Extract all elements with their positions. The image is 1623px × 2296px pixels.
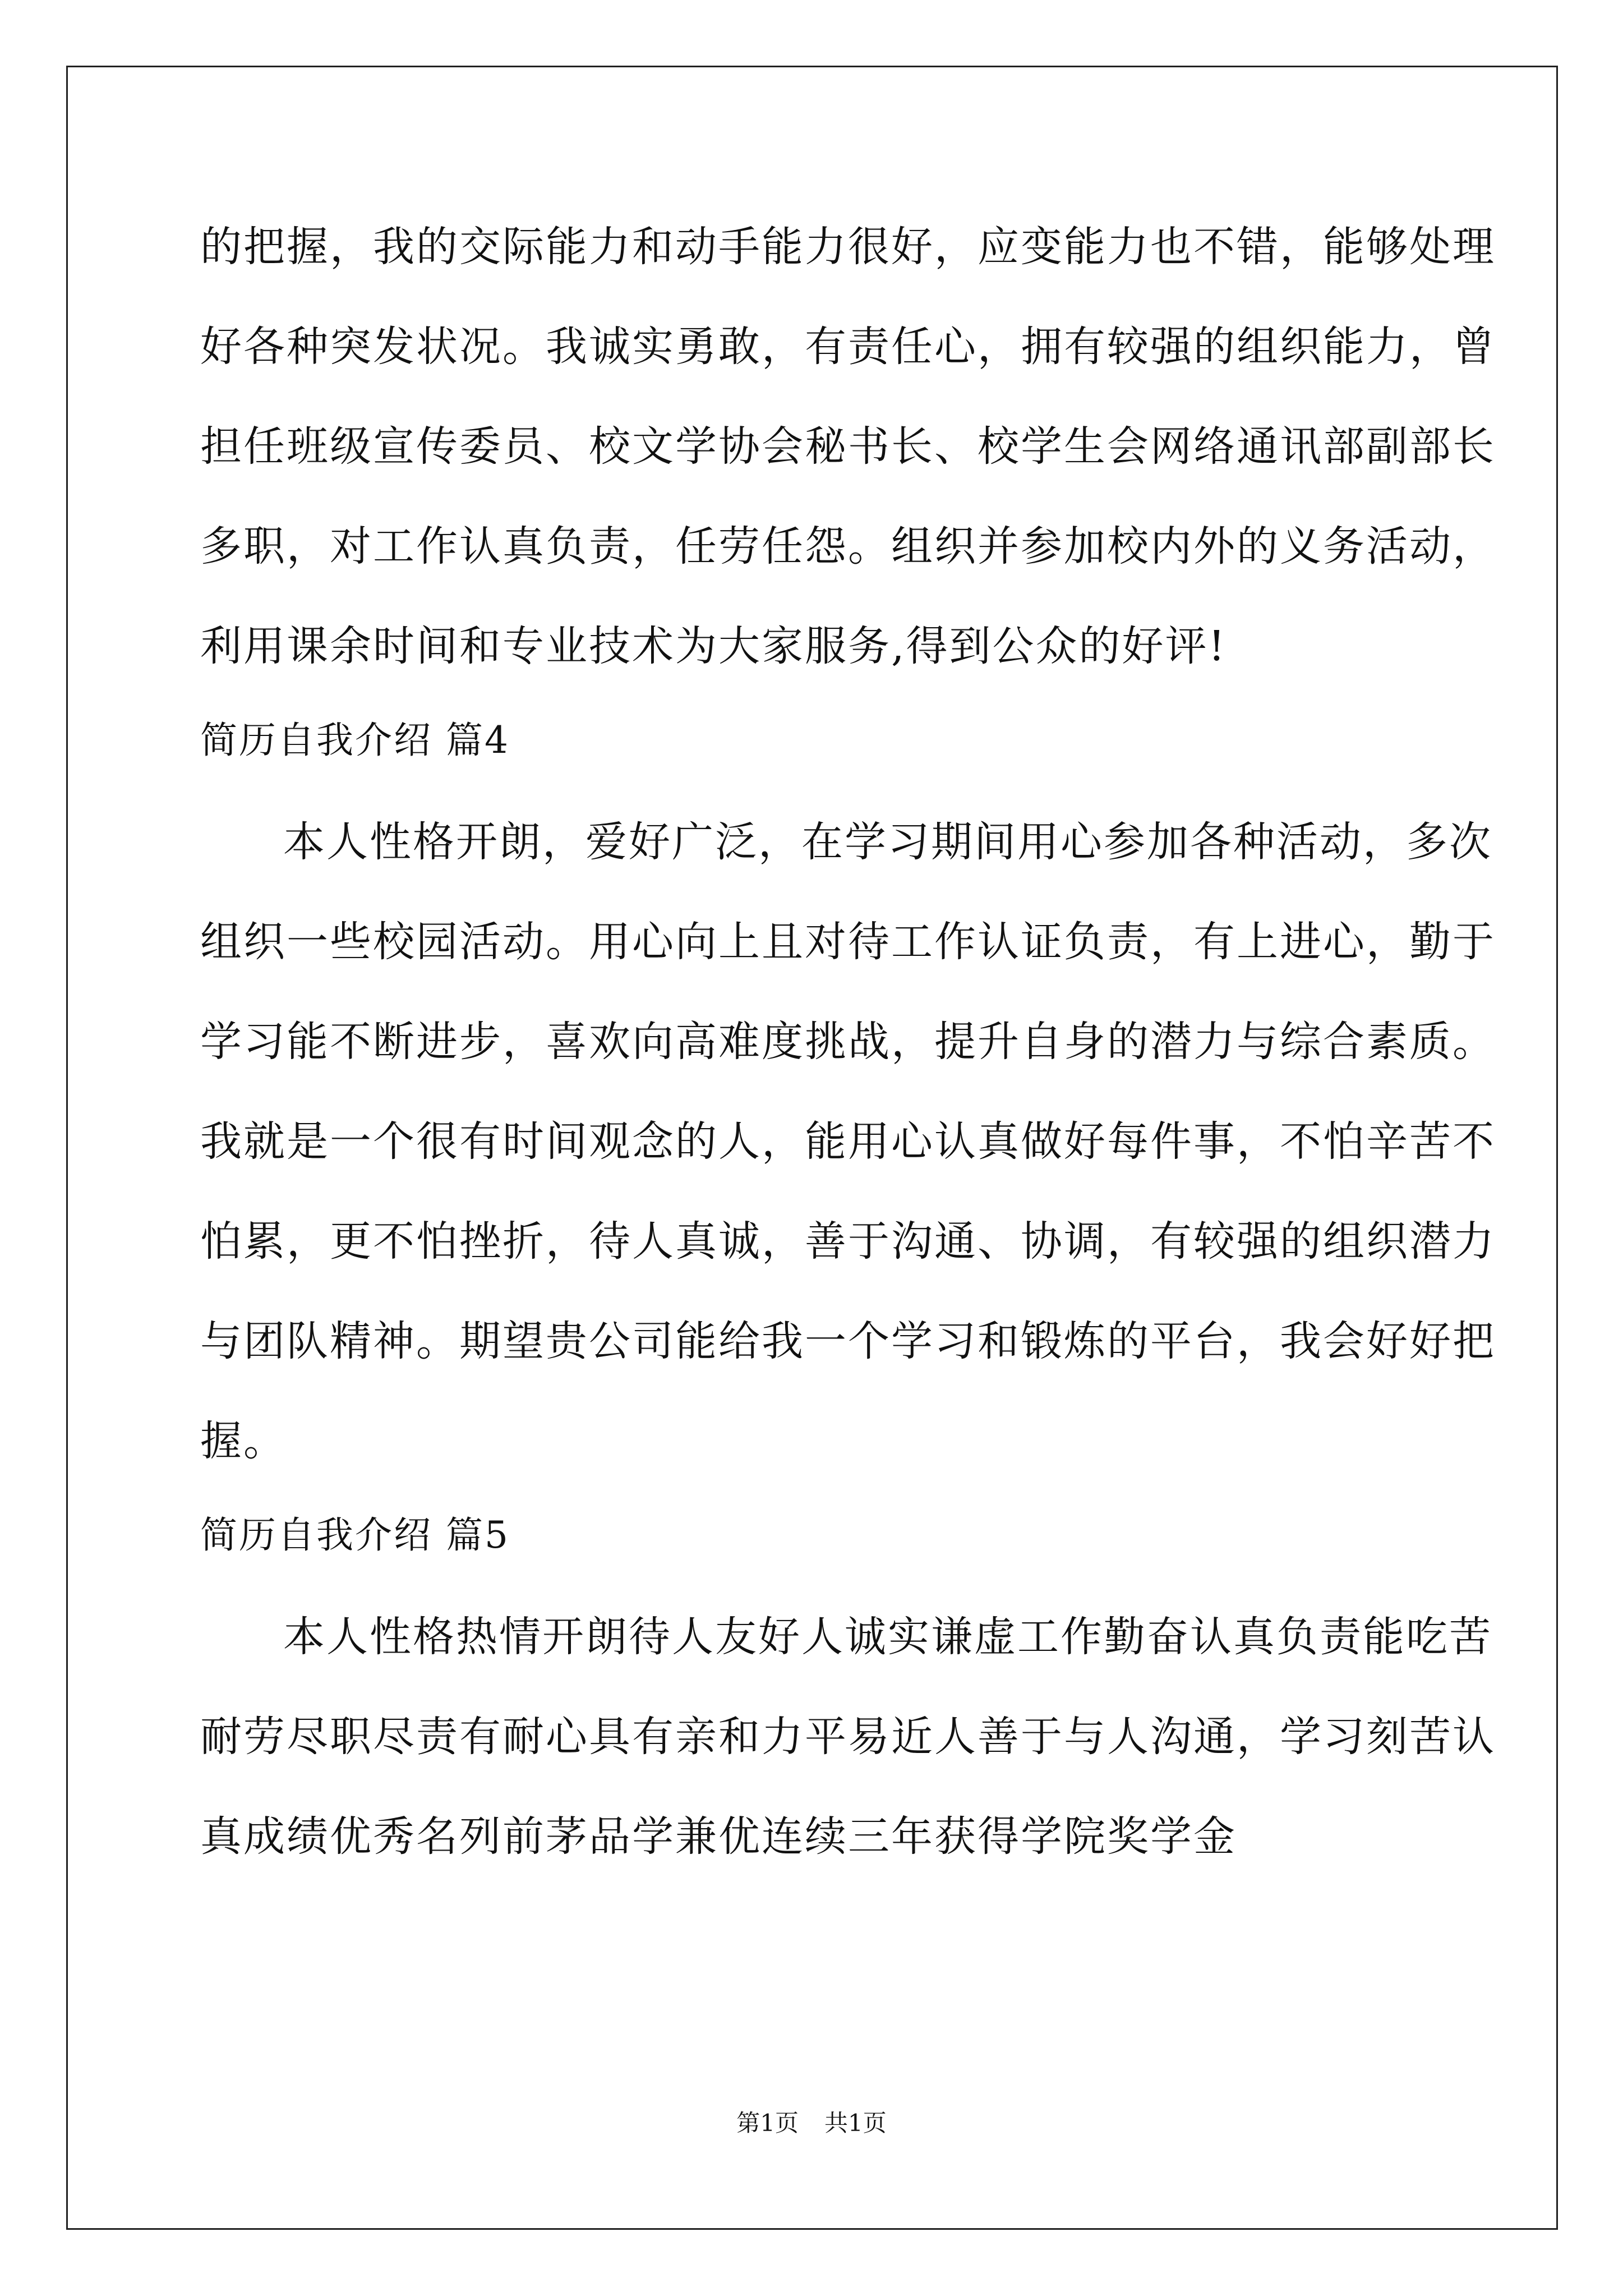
paragraph-line: 真成绩优秀名列前茅品学兼优连续三年获得学院奖学金 (200, 1812, 1237, 1861)
paragraph-line: 组织一些校园活动。用心向上且对待工作认证负责，有上进心，勤于 (200, 918, 1496, 966)
paragraph-line: 本人性格热情开朗待人友好人诚实谦虚工作勤奋认真负责能吃苦 (283, 1613, 1492, 1661)
paragraph-line: 好各种突发状况。我诚实勇敢，有责任心，拥有较强的组织能力，曾 (200, 323, 1496, 371)
paragraph-line: 怕累，更不怕挫折，待人真诚，善于沟通、协调，有较强的组织潜力 (200, 1217, 1496, 1266)
page-total: 共1页 (824, 2109, 887, 2137)
section-heading: 简历自我介绍 篇5 (200, 1513, 510, 1557)
section-heading: 简历自我介绍 篇4 (200, 719, 510, 762)
paragraph-line: 耐劳尽职尽责有耐心具有亲和力平易近人善于与人沟通，学习刻苦认 (200, 1713, 1496, 1761)
paragraph-line: 的把握，我的交际能力和动手能力很好，应变能力也不错，能够处理 (200, 223, 1496, 271)
paragraph-line: 利用课余时间和专业技术为大家服务,得到公众的好评! (200, 622, 1227, 670)
paragraph-line: 我就是一个很有时间观念的人，能用心认真做好每件事，不怕辛苦不 (200, 1117, 1496, 1166)
paragraph-line: 与团队精神。期望贵公司能给我一个学习和锻炼的平台，我会好好把 (200, 1317, 1496, 1365)
paragraph-line: 担任班级宣传委员、校文学协会秘书长、校学生会网络通讯部副部长 (200, 422, 1496, 471)
page-footer (0, 2106, 1623, 2140)
paragraph-line: 学习能不断进步，喜欢向高难度挑战，提升自身的潜力与综合素质。 (200, 1018, 1496, 1066)
paragraph-line: 握。 (200, 1417, 287, 1465)
paragraph-line: 多职，对工作认真负责，任劳任怨。组织并参加校内外的义务活动， (200, 522, 1496, 570)
page-number: 第1页 (736, 2109, 799, 2137)
paragraph-line: 本人性格开朗，爱好广泛，在学习期间用心参加各种活动，多次 (283, 818, 1492, 866)
